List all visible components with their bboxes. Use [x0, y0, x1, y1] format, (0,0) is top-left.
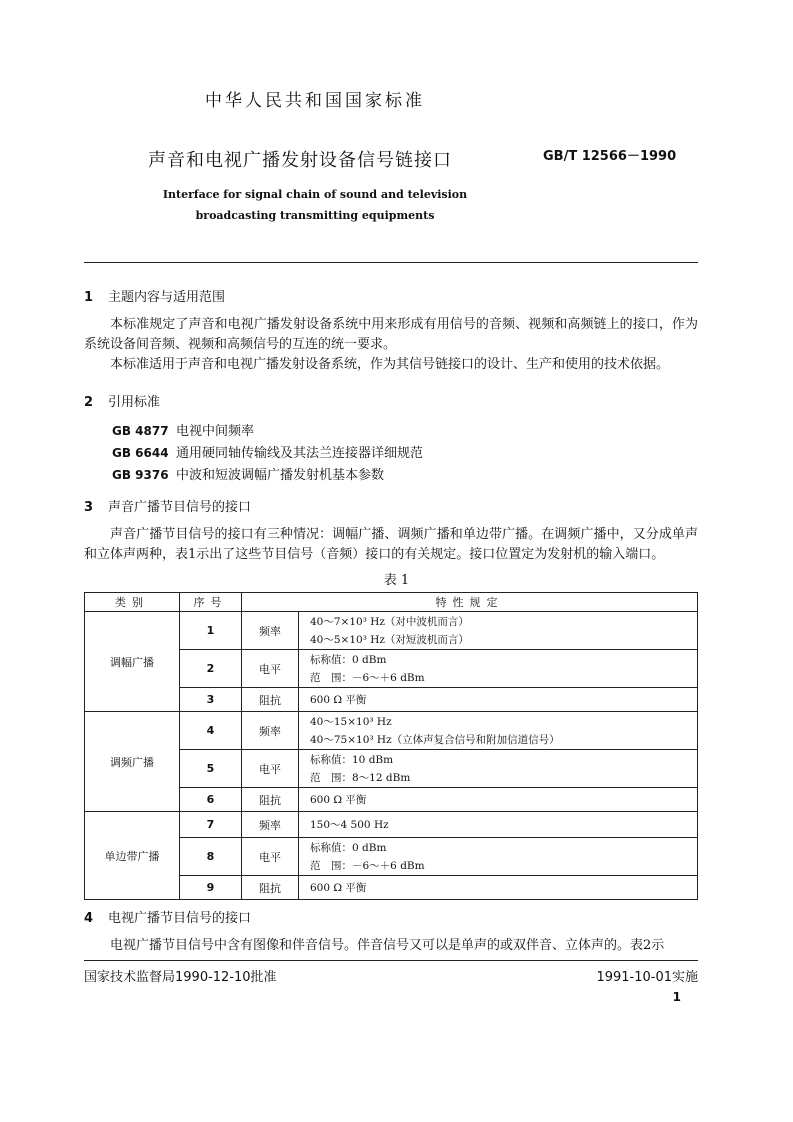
row-number: 4 [180, 712, 242, 750]
row-spec [299, 650, 698, 688]
reference-code: GB 4877 [112, 424, 169, 438]
section-1-heading [84, 286, 225, 305]
spec-line: 600 Ω 平衡 [310, 793, 367, 806]
english-title-line-1: Interface for signal chain of sound and television [162, 188, 468, 201]
spec-line: 600 Ω 平衡 [310, 693, 367, 706]
spec-line: 范 围：－6～＋6 dBm [310, 859, 425, 872]
reference-title: 电视中间频率 [176, 424, 255, 439]
section-3-body [84, 525, 698, 565]
header-spec: 特性规定 [242, 593, 698, 612]
header-number: 序号 [180, 593, 242, 612]
reference-code: GB 6644 [112, 446, 169, 460]
row-spec [299, 788, 698, 812]
section-3-paragraph-1: 声音广播节目信号的接口有三种情况：调幅广播、调频广播和单边带广播。在调频广播中，又分成单声和立体声两种，表1示出了这些节目信号（音频）接口的有关规定。接口位置定为发射机的输入端口。 [84, 527, 698, 562]
row-number: 3 [180, 688, 242, 712]
approval-line: 国家技术监督局1990-12-10批准 [84, 970, 277, 985]
reference-item [112, 420, 254, 439]
footer-divider [84, 960, 698, 961]
section-1-title: 主题内容与适用范围 [108, 290, 226, 305]
section-1-number: 1 [84, 290, 94, 305]
row-spec [299, 812, 698, 838]
section-3-title: 声音广播节目信号的接口 [108, 500, 252, 515]
header-category: 类别 [85, 593, 180, 612]
section-2-heading [84, 391, 160, 410]
spec-line: 600 Ω 平衡 [310, 881, 367, 894]
spec-line: 40～75×10³ Hz（立体声复合信号和附加信道信号） [310, 733, 560, 746]
row-item: 频率 [242, 812, 299, 838]
spec-line: 40～5×10³ Hz（对短波机而言） [310, 633, 469, 646]
category-cell: 调幅广播 [85, 612, 180, 712]
row-spec [299, 612, 698, 650]
section-4-body [84, 936, 698, 958]
national-standard-heading: 中华人民共和国国家标准 [205, 91, 425, 111]
standard-number: GB/T 12566－1990 [543, 149, 677, 164]
document-title: 声音和电视广播发射设备信号链接口 [148, 150, 452, 171]
row-item: 阻抗 [242, 876, 299, 900]
row-number: 9 [180, 876, 242, 900]
row-item: 阻抗 [242, 688, 299, 712]
section-2-title: 引用标准 [108, 395, 161, 410]
spec-line: 150～4 500 Hz [310, 818, 389, 831]
section-3-number: 3 [84, 500, 94, 515]
table-1-caption: 表 1 [383, 573, 410, 588]
reference-code: GB 9376 [112, 468, 169, 482]
row-item: 频率 [242, 612, 299, 650]
row-spec [299, 876, 698, 900]
row-number: 8 [180, 838, 242, 876]
row-item: 电平 [242, 750, 299, 788]
spec-line: 40～15×10³ Hz [310, 715, 392, 728]
table-1 [84, 592, 698, 900]
row-spec [299, 688, 698, 712]
spec-line: 标称值：10 dBm [310, 753, 394, 766]
section-1-paragraph-2: 本标准适用于声音和电视广播发射设备系统，作为其信号链接口的设计、生产和使用的技术依据。 [110, 357, 670, 372]
section-4-title: 电视广播节目信号的接口 [108, 911, 252, 926]
page-number: 1 [672, 990, 681, 1004]
section-4-paragraph-1: 电视广播节目信号中含有图像和伴音信号。伴音信号又可以是单声的或双伴音、立体声的。表2示 [110, 938, 665, 953]
reference-title: 通用硬同轴传输线及其法兰连接器详细规范 [176, 446, 424, 461]
spec-line: 标称值：0 dBm [310, 653, 387, 666]
row-item: 频率 [242, 712, 299, 750]
row-number: 5 [180, 750, 242, 788]
section-4-heading [84, 907, 251, 926]
section-1-paragraph-1: 本标准规定了声音和电视广播发射设备系统中用来形成有用信号的音频、视频和高频链上的接口，作为系统设备间音频、视频和高频信号的互连的统一要求。 [84, 317, 698, 352]
reference-title: 中波和短波调幅广播发射机基本参数 [176, 468, 385, 483]
row-number: 6 [180, 788, 242, 812]
section-4-number: 4 [84, 911, 94, 926]
effective-date: 1991-10-01实施 [596, 970, 698, 985]
spec-line: 标称值：0 dBm [310, 841, 387, 854]
row-item: 电平 [242, 838, 299, 876]
reference-item [112, 442, 423, 461]
row-spec [299, 838, 698, 876]
table-row [85, 712, 698, 750]
row-number: 2 [180, 650, 242, 688]
row-item: 阻抗 [242, 788, 299, 812]
category-cell: 单边带广播 [85, 812, 180, 900]
header-divider [84, 262, 698, 263]
spec-line: 40～7×10³ Hz（对中波机而言） [310, 615, 469, 628]
spec-line: 范 围：－6～＋6 dBm [310, 671, 425, 684]
reference-item [112, 464, 384, 483]
english-title-line-2: broadcasting transmitting equipments [195, 209, 435, 222]
section-3-heading [84, 496, 251, 515]
row-item: 电平 [242, 650, 299, 688]
table-header-row [85, 593, 698, 612]
section-1-body [84, 315, 698, 375]
table-row [85, 812, 698, 838]
row-number: 7 [180, 812, 242, 838]
row-spec [299, 750, 698, 788]
table-row [85, 612, 698, 650]
row-spec [299, 712, 698, 750]
section-2-number: 2 [84, 395, 94, 410]
spec-line: 范 围：8～12 dBm [310, 771, 411, 784]
category-cell: 调频广播 [85, 712, 180, 812]
row-number: 1 [180, 612, 242, 650]
